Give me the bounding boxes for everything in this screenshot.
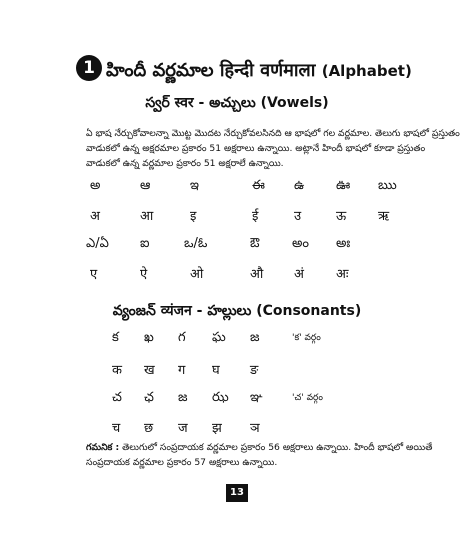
lesson-number-badge: 1 — [76, 55, 102, 81]
varga-note: 'చ' వర్గం — [292, 393, 323, 403]
vowel-letter: అం — [292, 236, 309, 251]
consonant-letter: ज — [178, 421, 188, 436]
footnote-line-2: సంప్రదాయక వర్ణమాల ప్రకారం 57 అక్షరాలు ఉన్నాయి. — [86, 457, 278, 468]
vowel-letter: ఐ — [140, 236, 150, 251]
consonant-letter: ఘ — [212, 330, 226, 345]
footnote-label: గమనిక : — [86, 442, 120, 453]
consonant-letter: ఖ — [144, 330, 154, 345]
consonant-letter: ञ — [250, 421, 260, 436]
vowel-letter: ऋ — [378, 209, 390, 224]
consonant-letter: ఞ — [250, 390, 263, 405]
varga-note: 'క' వర్గం — [292, 333, 321, 343]
vowel-letter: आ — [140, 209, 154, 224]
vowel-letter: ఉ — [294, 178, 305, 193]
page-title — [106, 58, 416, 85]
title-hindi: हिन्दी वर्णमाला — [219, 60, 316, 81]
title-english: (Alphabet) — [321, 62, 412, 80]
consonant-letter: క — [112, 330, 119, 345]
intro-paragraph — [86, 126, 460, 171]
vowel-letter: औ — [250, 267, 264, 282]
vowel-letter: ऐ — [140, 267, 148, 282]
vowel-letter: ई — [252, 209, 259, 224]
page-number: 13 — [226, 484, 248, 502]
footnote-line-1 — [86, 440, 433, 455]
vowel-letter: ఎ/ఏ — [86, 236, 109, 251]
vowel-letter: ఇ — [190, 178, 199, 193]
consonants-hindi-row-2 — [112, 418, 392, 438]
vowel-letter: अं — [294, 267, 304, 282]
vowel-letter: इ — [190, 209, 197, 224]
consonant-letter: च — [112, 421, 121, 436]
consonant-letter: జ — [178, 390, 188, 405]
vowel-letter: ఆ — [140, 178, 151, 193]
consonant-letter: ङ — [250, 363, 259, 378]
consonant-letter: ఛ — [144, 390, 154, 405]
vowel-letter: ఊ — [336, 178, 351, 193]
consonants-heading: వ్యంజన్ व्यंजन - హల్లులు (Consonants) — [112, 303, 362, 319]
vowel-letter: अः — [336, 267, 349, 282]
vowel-letter: ఒ/ఓ — [184, 236, 208, 251]
consonant-letter: గ — [178, 330, 186, 345]
consonant-letter: జ — [250, 330, 260, 345]
vowel-letter: అ — [90, 178, 101, 193]
consonant-letter: చ — [112, 390, 122, 405]
vowels-telugu-row-1 — [86, 178, 396, 198]
footnote-text: తెలుగులో సంప్రదాయక వర్ణమాల ప్రకారం 56 అక్షరాలు ఉన్నాయి. హిందీ భాషలో అయితే — [119, 442, 433, 453]
consonant-letter: ख — [144, 363, 155, 378]
vowel-letter: అః — [336, 236, 351, 251]
vowels-heading: స్వర్ स्वर - అచ్చులు (Vowels) — [145, 95, 329, 111]
consonants-hindi-row-1 — [112, 360, 392, 380]
vowels-hindi-row-1 — [86, 206, 396, 226]
vowel-letter: ऊ — [336, 209, 347, 224]
vowel-letter: उ — [294, 209, 302, 224]
footnote — [86, 440, 433, 470]
consonant-letter: ఝ — [212, 390, 229, 405]
vowels-hindi-row-2 — [86, 264, 396, 284]
intro-line: వాడుకలో ఉన్న వర్ణమాల ప్రకారం 51 అక్షరాలే ఉన్నాయి. — [86, 158, 284, 169]
vowel-letter: ఔ — [250, 236, 260, 251]
consonant-letter: घ — [212, 363, 220, 378]
vowel-letter: ए — [90, 267, 98, 282]
vowel-letter: ఋ — [378, 178, 397, 193]
vowel-letter: अ — [90, 209, 100, 224]
intro-line: ఏ భాష నేర్చుకోవాలన్నా మొట్ట మొదట నేర్చుకోవలసినది ఆ భాషలో గల వర్ణమాల. తెలుగు భాషలో ప్రస్తుతం — [86, 128, 460, 139]
consonant-letter: झ — [212, 421, 222, 436]
consonants-telugu-row-2 — [112, 390, 392, 410]
intro-line: వాడుకలో ఉన్న అక్షరమాల ప్రకారం 51 అక్షరాలు ఉన్నాయి. అట్లానే హిందీ భాషలో కూడా ప్రస్తుతం — [86, 143, 426, 154]
consonant-letter: क — [112, 363, 122, 378]
vowels-telugu-row-2 — [86, 236, 396, 256]
vowel-letter: ओ — [190, 267, 204, 282]
consonant-letter: ग — [178, 363, 186, 378]
title-telugu: హిందీ వర్ణమాల — [106, 60, 214, 81]
vowel-letter: ఈ — [252, 178, 265, 193]
consonants-telugu-row-1 — [112, 330, 392, 350]
consonant-letter: छ — [144, 421, 154, 436]
